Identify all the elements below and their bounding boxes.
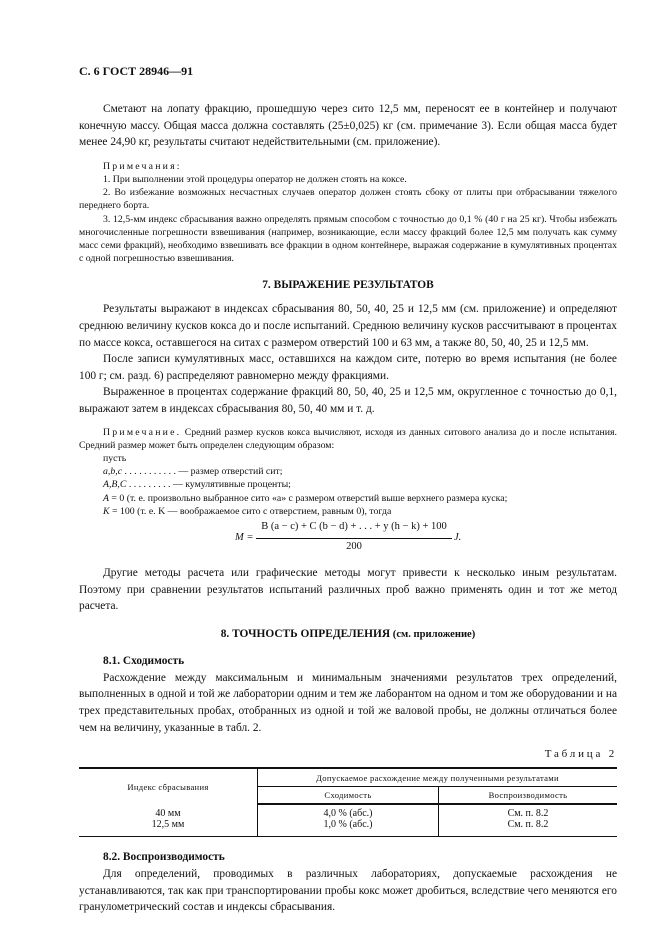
formula-rhs: J. — [454, 531, 462, 543]
definition-3-symbol: A — [103, 492, 109, 504]
cell-index: 40 мм — [155, 807, 181, 819]
section-8-title-suffix: (см. приложение) — [390, 628, 476, 640]
section-7-paragraph-4: Другие методы расчета или графические методы могут привести к несколько иным результатам. Поэтому при сравнении результатов испытаний различных проб важно применять один и тот же метод расчета. — [79, 566, 617, 613]
formula-denominator: 200 — [346, 540, 362, 552]
cell-convergence: 1,0 % (абс.) — [258, 819, 439, 830]
note-label: Примечание. — [103, 426, 182, 438]
section-8-title — [79, 626, 617, 643]
definition-4 — [79, 505, 617, 518]
definition-1 — [79, 465, 617, 478]
cell-convergence: 4,0 % (абс.) — [258, 804, 439, 819]
definition-3 — [79, 492, 617, 505]
document-page — [79, 64, 617, 916]
table-row — [79, 804, 617, 819]
mean-size-formula — [79, 521, 617, 559]
section-7-paragraph-2: После записи кумулятивных масс, оставшихся на каждом сите, потерю во время испытания (не более 100 г; см. разд. 6) распределяют равномерно между фракциями. — [79, 353, 617, 382]
table-caption: Таблица 2 — [544, 748, 617, 761]
page-header: С. 6 ГОСТ 28946—91 — [79, 64, 194, 78]
subsection-8-2-title: 8.2. Воспроизводимость — [103, 851, 225, 864]
formula-fraction-bar — [256, 538, 452, 539]
subsection-8-1-text: Расхождение между максимальным и минимальным значениями результатов трех определений, выполненных в одной и той же лаборатории одним и тем же лаборантом на одном и том же оборудовании и на трех представительных пробах, отобранных из одной и той же валовой пробы, не должны отличаться более чем на величину, указанные в табл. 2. — [79, 671, 617, 734]
section-8-title-main: 8. ТОЧНОСТЬ ОПРЕДЕЛЕНИЯ — [220, 627, 391, 640]
table-header-index: Индекс сбрасывания — [79, 768, 258, 804]
note-1: 1. При выполнении этой процедуры оператор не должен стоять на коксе. — [103, 173, 407, 185]
section-7-paragraph-1: Результаты выражают в индексах сбрасывания 80, 50, 40, 25 и 12,5 мм (см. приложение) и определяют среднюю величину кусков кокса до и после испытаний. Среднюю величину кусков рассчитывают в процентах по массе кокса, оставшегося на ситах с размером отверстий 100 и 63 мм, а также 80, 50, 40, 25 и 12,5 мм. — [79, 303, 617, 349]
table-header-convergence: Сходимость — [258, 787, 439, 805]
definition-2-text: . . . . . . . . . — кумулятивные проценты; — [126, 479, 291, 491]
note-text: Средний размер кусков кокса вычисляют, исходя из данных ситового анализа до и после испытания. Средний размер может быть определен следующим образом: — [79, 426, 617, 451]
definition-1-text: . . . . . . . . . . . — размер отверстий сит; — [122, 466, 283, 478]
cell-index: 12,5 мм — [151, 819, 185, 831]
subsection-8-1-title: 8.1. Сходимость — [103, 654, 185, 667]
definition-4-symbol: K — [103, 505, 110, 517]
subsection-8-2-text: Для определений, проводимых в различных лабораториях, допускаемые расхождения не устанавливаются, так как при транспортировании пробы кокс может дробиться, вследствие чего меняются его гранулометрический состав и индексы сбрасывания. — [79, 868, 617, 914]
table-header-group: Допускаемое расхождение между полученными результатами — [258, 768, 618, 787]
definition-4-text: = 100 (т. е. K — воображаемое сито с отверстием, равным 0), тогда — [109, 505, 392, 517]
intro-paragraph: Сметают на лопату фракцию, прошедшую через сито 12,5 мм, переносят ее в контейнер и получают конечную массу. Общая масса должна составлять (25±0,025) кг (см. примечание 3). Если общая масса будет менее 24,90 кг, результаты считают недействительными (см. приложение). — [79, 103, 617, 149]
definition-2-symbol: A,B,C — [103, 479, 127, 491]
formula-lhs: M = — [235, 531, 254, 543]
let-line: пусть — [103, 452, 127, 464]
notes-title: Примечания: — [103, 160, 182, 172]
table-row — [79, 819, 617, 830]
definition-1-symbol: a,b,c — [103, 466, 123, 478]
table-2 — [79, 767, 617, 837]
definition-3-text: = 0 (т. е. произвольно выбранное сито «a» с размером отверстий выше верхнего размера куска; — [108, 492, 508, 504]
section-7-title: 7. ВЫРАЖЕНИЕ РЕЗУЛЬТАТОВ — [262, 279, 434, 292]
section-7-paragraph-3: Выраженное в процентах содержание фракций 80, 50, 40, 25 и 12,5 мм, округленное с точностью до 0,1, выражают затем в индексах сбрасывания 80, 50, 40 мм и т. д. — [79, 386, 617, 415]
formula-numerator: B (a − c) + C (b − d) + . . . + y (h − k) + 100 — [261, 520, 447, 532]
cell-reproducibility: См. п. 8.2 — [439, 804, 618, 819]
table-header-reproducibility: Воспроизводимость — [439, 787, 618, 805]
definition-2 — [79, 478, 617, 491]
cell-reproducibility: См. п. 8.2 — [439, 819, 618, 830]
section-7-note — [79, 426, 617, 452]
note-2: 2. Во избежание возможных несчастных случаев оператор должен стоять сбоку от плиты при отбрасывании тяжелого переднего борта. — [79, 187, 617, 212]
note-3: 3. 12,5-мм индекс сбрасывания важно определять прямым способом с точностью до 0,1 % (40 г на 25 кг). Чтобы избежать многочисленные погрешности взвешивания (например, возникающие, если массу фракций более 12,5 мм получать как сумму масс семи фракций), необходимо взвешивать все фракции в одном контейнере, выражая содержание в кумулятивных процентах с одной погрешностью взвешивания. — [79, 213, 617, 265]
